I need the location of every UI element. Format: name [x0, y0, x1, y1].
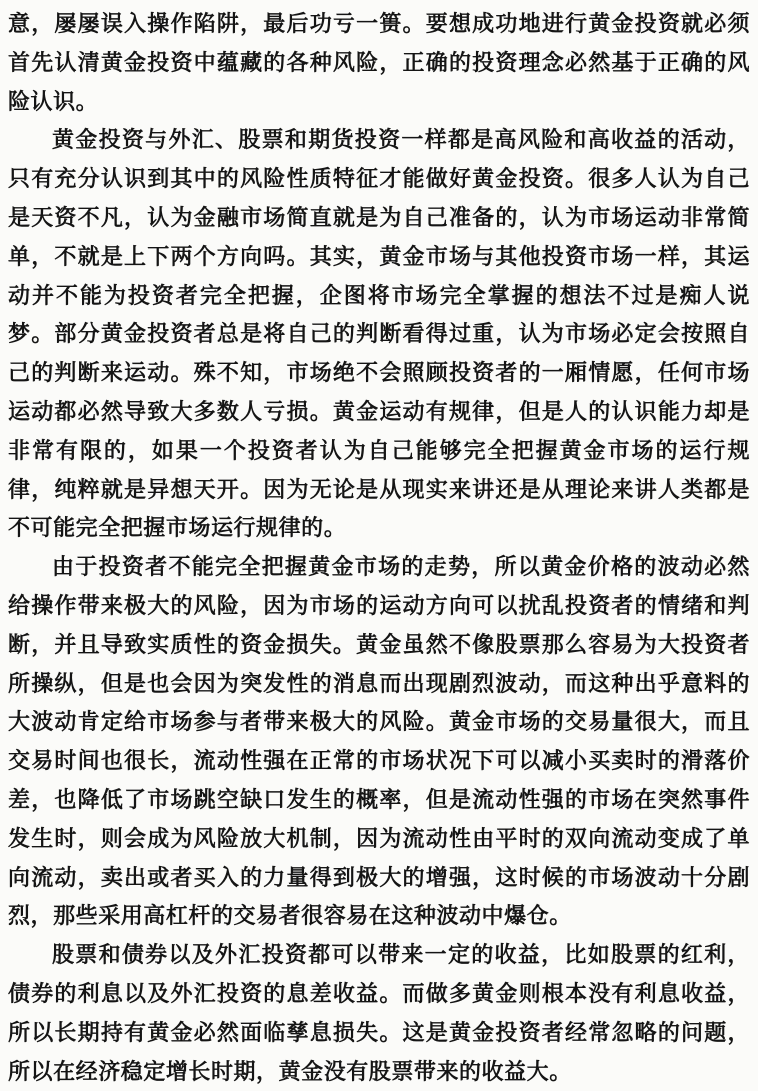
paragraph: 股票和债券以及外汇投资都可以带来一定的收益，比如股票的红利，债券的利息以及外汇投资的息差收益。而做多黄金则根本没有利息收益，所以长期持有黄金必然面临孳息损失。这是黄金投资者经常忽略的问题，所以在经济稳定增长时期，黄金没有股票带来的收益大。 [8, 942, 750, 1084]
page-text [8, 5, 750, 1091]
paragraph: 由于投资者不能完全把握黄金市场的走势，所以黄金价格的波动必然给操作带来极大的风险，因为市场的运动方向可以扰乱投资者的情绪和判断，并且导致实质性的资金损失。黄金虽然不像股票那么容易为大投资者所操纵，但是也会因为突发性的消息而出现剧烈波动，而这种出乎意料的大波动肯定给市场参与者带来极大的风险。黄金市场的交易量很大，而且交易时间也很长，流动性强在正常的市场状况下可以减小买卖时的滑落价差，也降低了市场跳空缺口发生的概率，但是流动性强的市场在突然事件发生时，则会成为风险放大机制，因为流动性由平时的双向流动变成了单向流动，卖出或者买入的力量得到极大的增强，这时候的市场波动十分剧烈，那些采用高杠杆的交易者很容易在这种波动中爆仓。 [8, 554, 750, 929]
paragraph: 意，屡屡误入操作陷阱，最后功亏一篑。要想成功地进行黄金投资就必须首先认清黄金投资中蕴藏的各种风险，正确的投资理念必然基于正确的风险认识。 [8, 11, 750, 114]
paragraph: 黄金投资与外汇、股票和期货投资一样都是高风险和高收益的活动，只有充分认识到其中的风险性质特征才能做好黄金投资。很多人认为自己是天资不凡，认为金融市场简直就是为自己准备的，认为市场运动非常简单，不就是上下两个方向吗。其实，黄金市场与其他投资市场一样，其运动并不能为投资者完全把握，企图将市场完全掌握的想法不过是痴人说梦。部分黄金投资者总是将自己的判断看得过重，认为市场必定会按照自己的判断来运动。殊不知，市场绝不会照顾投资者的一厢情愿，任何市场运动都必然导致大多数人亏损。黄金运动有规律，但是人的认识能力却是非常有限的，如果一个投资者认为自己能够完全把握黄金市场的运行规律，纯粹就是异想天开。因为无论是从现实来讲还是从理论来讲人类都是不可能完全把握市场运行规律的。 [8, 127, 750, 541]
